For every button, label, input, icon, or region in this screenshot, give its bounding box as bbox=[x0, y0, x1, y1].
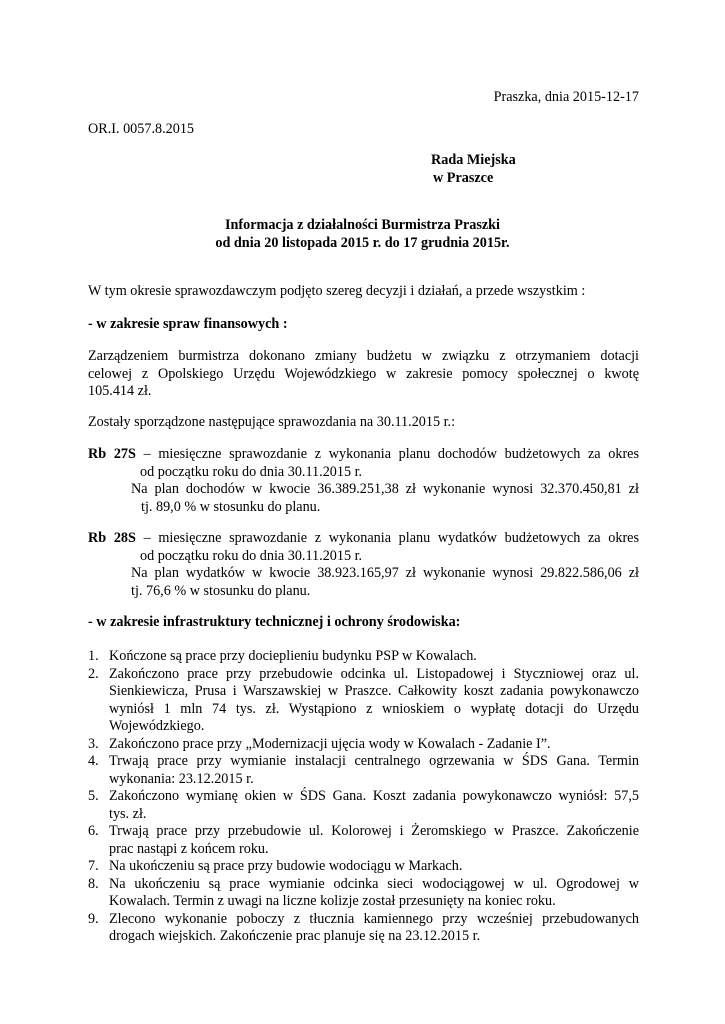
title-line-2: od dnia 20 listopada 2015 r. do 17 grudnia 2015r. bbox=[215, 234, 510, 251]
list-item-number: 7. bbox=[88, 858, 99, 874]
intro-paragraph: W tym okresie sprawozdawczym podjęto szereg decyzji i działań, a przede wszystkim : bbox=[88, 283, 586, 299]
report-rb28s-line-2: od początku roku do dnia 30.11.2015 r. bbox=[140, 547, 363, 564]
list-item-line: Wojewódzkiego. bbox=[109, 718, 205, 734]
recipient-line-1: Rada Miejska bbox=[431, 152, 516, 168]
list-item-line: wykonania: 23.12.2015 r. bbox=[109, 770, 254, 787]
report-rb27s-line-4: tj. 89,0 % w stosunku do planu. bbox=[141, 498, 321, 515]
list-item-line: Zlecono wykonanie poboczy z tłucznia kamiennego przy wcześniej przebudowanych bbox=[109, 910, 639, 927]
report-rb28s-line-4: tj. 76,6 % w stosunku do planu. bbox=[131, 582, 311, 599]
title-line-1: Informacja z działalności Burmistrza Praszki bbox=[224, 217, 501, 233]
section-heading-finance: - w zakresie spraw finansowych : bbox=[88, 316, 288, 332]
report-code: Rb 27S bbox=[88, 446, 136, 462]
list-item-line: Sienkiewicza, Prusa i Warszawskiej w Praszce. Całkowity koszt zadania powykonawczo bbox=[109, 683, 639, 699]
report-code: Rb 28S bbox=[88, 530, 136, 546]
finance-paragraph-1-line-2: celowej z Opolskiego Urzędu Wojewódzkiego w zakresie pomocy społecznej o kwotę bbox=[88, 365, 639, 382]
finance-paragraph-1-line-1: Zarządzeniem burmistrza dokonano zmiany budżetu w związku z otrzymaniem dotacji bbox=[88, 348, 639, 364]
list-item bbox=[88, 911, 639, 946]
report-rb28s-line-3: Na plan wydatków w kwocie 38.923.165,97 zł wykonanie wynosi 29.822.586,06 zł bbox=[131, 565, 639, 581]
report-rb27s-line-2: od początku roku do dnia 30.11.2015 r. bbox=[140, 463, 363, 480]
list-item-line: Na ukończeniu są prace przy budowie wodociągu w Markach. bbox=[109, 858, 463, 874]
list-item-line: Kowalach. Termin z uwagi na liczne kolizje został przesunięty na koniec roku. bbox=[109, 893, 556, 909]
list-item-line: Na ukończeniu są prace wymianie odcinka sieci wodociągowej w ul. Ogrodowej w bbox=[109, 875, 639, 892]
list-item bbox=[88, 823, 639, 858]
report-description: – miesięczne sprawozdanie z wykonania planu wydatków budżetowych za okres bbox=[135, 530, 640, 546]
list-item-line: Zakończono prace przy przebudowie odcinka ul. Listopadowej i Styczniowej oraz ul. bbox=[109, 665, 639, 682]
document-title bbox=[0, 217, 725, 252]
list-item bbox=[88, 648, 639, 666]
list-item-number: 3. bbox=[88, 735, 99, 752]
report-rb28s bbox=[88, 530, 639, 600]
finance-paragraph-2: Zostały sporządzone następujące sprawozdania na 30.11.2015 r.: bbox=[88, 414, 456, 430]
list-item-line: wyniósł 1 mln 74 tys. zł. Wystąpiono z wnioskiem o wypłatę dotacji do Urzędu bbox=[109, 700, 639, 717]
list-item-line: drogach wiejskich. Zakończenie prac planuje się na 23.12.2015 r. bbox=[109, 928, 481, 944]
report-rb27s bbox=[88, 446, 639, 516]
list-item-line: prac nastąpi z końcem roku. bbox=[109, 840, 269, 857]
list-item-number: 6. bbox=[88, 823, 99, 839]
list-item bbox=[88, 666, 639, 736]
report-rb27s-line-1 bbox=[88, 446, 639, 464]
list-item-line: Zakończono prace przy „Modernizacji ujęcia wody w Kowalach - Zadanie I”. bbox=[109, 735, 551, 752]
report-description: – miesięczne sprawozdanie z wykonania planu dochodów budżetowych za okres bbox=[135, 446, 640, 462]
list-item-number: 4. bbox=[88, 753, 99, 769]
list-item bbox=[88, 788, 639, 823]
list-item-line: Trwają prace przy przebudowie ul. Kolorowej i Żeromskiego w Praszce. Zakończenie bbox=[109, 823, 639, 839]
finance-paragraph-1-line-3: 105.414 zł. bbox=[88, 383, 152, 399]
finance-paragraph-1 bbox=[88, 348, 639, 401]
list-item-line: Kończone są prace przy docieplieniu budynku PSP w Kowalach. bbox=[109, 648, 477, 664]
list-item-line: Trwają prace przy wymianie instalacji centralnego ogrzewania w ŚDS Gana. Termin bbox=[109, 753, 639, 769]
reference-number: OR.I. 0057.8.2015 bbox=[88, 121, 195, 137]
section-heading-infrastructure: - w zakresie infrastruktury technicznej i ochrony środowiska: bbox=[88, 614, 461, 630]
recipient-block bbox=[431, 152, 516, 187]
list-item bbox=[88, 858, 639, 876]
list-item-number: 5. bbox=[88, 788, 99, 804]
infrastructure-list bbox=[88, 648, 639, 946]
list-item bbox=[88, 736, 639, 754]
list-item-line: Zakończono wymianę okien w ŚDS Gana. Koszt zadania powykonawczo wyniósł: 57,5 bbox=[109, 788, 639, 804]
list-item bbox=[88, 753, 639, 788]
date-line: Praszka, dnia 2015-12-17 bbox=[493, 89, 639, 105]
list-item-number: 1. bbox=[88, 648, 99, 664]
report-rb27s-line-3: Na plan dochodów w kwocie 36.389.251,38 zł wykonanie wynosi 32.370.450,81 zł bbox=[131, 481, 639, 497]
list-item-number: 8. bbox=[88, 875, 99, 892]
report-rb28s-line-1 bbox=[88, 530, 639, 548]
list-item-line: tys. zł. bbox=[109, 805, 147, 822]
list-item-number: 2. bbox=[88, 665, 99, 682]
list-item-number: 9. bbox=[88, 910, 99, 927]
recipient-line-2: w Praszce bbox=[433, 169, 494, 186]
list-item bbox=[88, 876, 639, 911]
